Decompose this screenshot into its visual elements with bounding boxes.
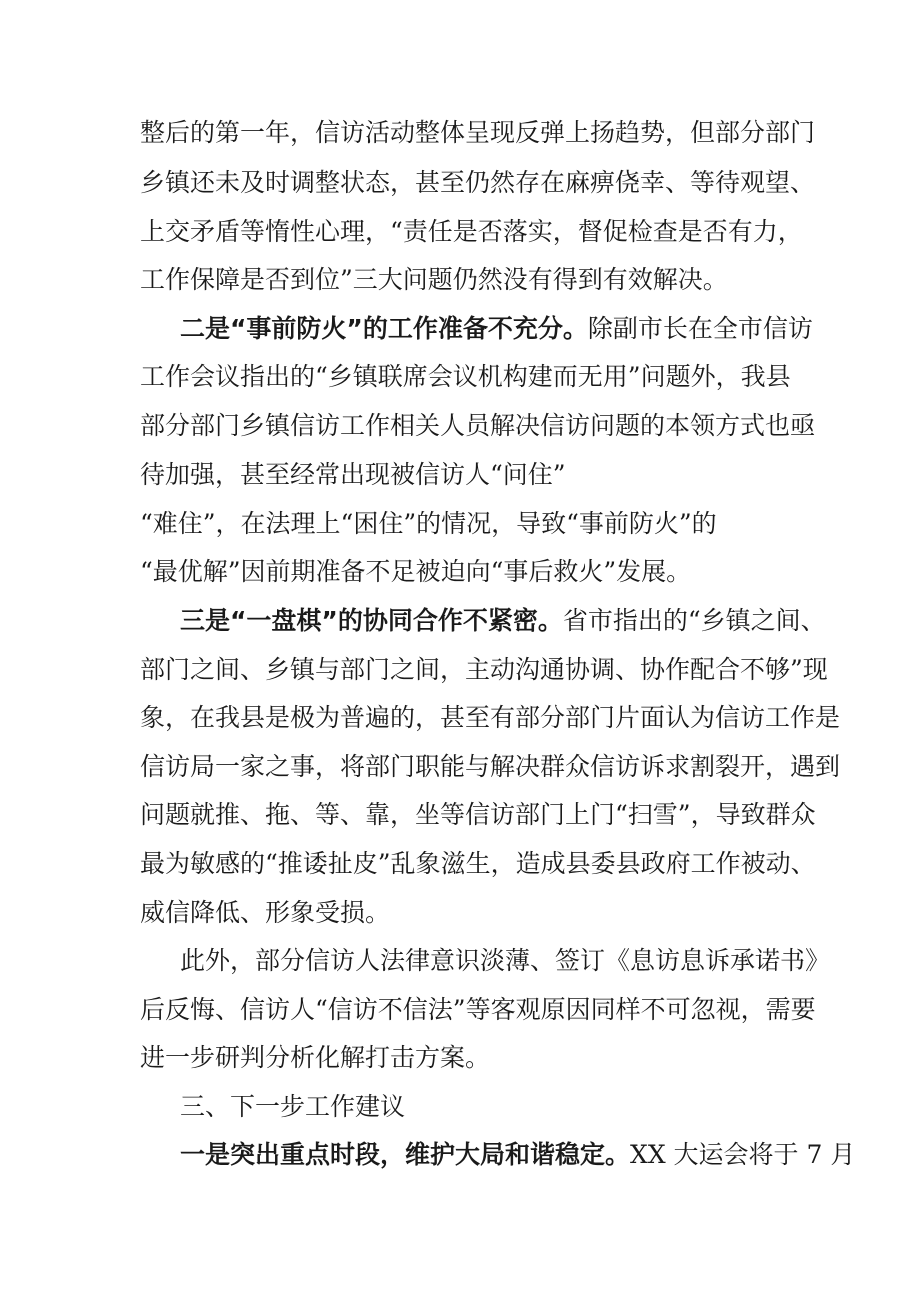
- paragraph-line: 信访局一家之事，将部门职能与解决群众信访诉求割裂开，遇到: [140, 752, 841, 781]
- paragraph-heading: 二是“事前防火”的工作准备不充分。: [180, 314, 588, 343]
- paragraph-heading: 一是突出重点时段，维护大局和谐稳定。: [180, 1140, 631, 1169]
- paragraph-line: 待加强，甚至经常出现被信访人“问住”: [140, 460, 566, 489]
- paragraph-line: 部分部门乡镇信访工作相关人员解决信访问题的本领方式也亟: [140, 411, 816, 440]
- paragraph-line: 工作保障是否到位”三大问题仍然没有得到有效解决。: [140, 265, 728, 294]
- paragraph-line: 进一步研判分析化解打击方案。: [140, 1043, 491, 1072]
- paragraph-line: 部门之间、乡镇与部门之间，主动沟通协调、协作配合不够”现: [140, 655, 828, 684]
- paragraph-line: 问题就推、拖、等、靠，坐等信访部门上门“扫雪”，导致群众: [140, 800, 816, 829]
- paragraph-line: 后反悔、信访人“信访不信法”等客观原因同样不可忽视，需要: [140, 995, 816, 1024]
- paragraph-line: 此外，部分信访人法律意识淡薄、签订《息访息诉承诺书》: [180, 946, 831, 975]
- paragraph-line: 乡镇还未及时调整状态，甚至仍然存在麻痹侥幸、等待观望、: [140, 168, 816, 197]
- paragraph-line: 整后的第一年，信访活动整体呈现反弹上扬趋势，但部分部门: [140, 118, 816, 147]
- paragraph-line: 威信降低、形象受损。: [140, 898, 391, 927]
- section-title: 三、下一步工作建议: [180, 1092, 406, 1121]
- paragraph-line: “难住”，在法理上“困住”的情况，导致“事前防火”的: [140, 509, 717, 538]
- paragraph-line: “最优解”因前期准备不足被迫向“事后救火”发展。: [140, 557, 692, 586]
- paragraph-line: 上交矛盾等惰性心理，“责任是否落实，督促检查是否有力，: [140, 217, 803, 246]
- paragraph-text: XX 大运会将于 7 月: [630, 1140, 856, 1169]
- paragraph-line: 工作会议指出的“乡镇联席会议机构建而无用”问题外，我县: [140, 362, 791, 391]
- paragraph-line: 象，在我县是极为普遍的，甚至有部分部门片面认为信访工作是: [140, 703, 841, 732]
- paragraph-first-line: [180, 603, 826, 639]
- paragraph-first-line: [180, 1137, 855, 1173]
- paragraph-text: 省市指出的“乡镇之间、: [562, 606, 826, 635]
- paragraph-first-line: [180, 311, 813, 347]
- paragraph-line: 最为敏感的“推诿扯皮”乱象滋生，造成县委县政府工作被动、: [140, 849, 816, 878]
- paragraph-heading: 三是“一盘棋”的协同合作不紧密。: [180, 606, 563, 635]
- paragraph-text: 除副市长在全市信访: [587, 314, 813, 343]
